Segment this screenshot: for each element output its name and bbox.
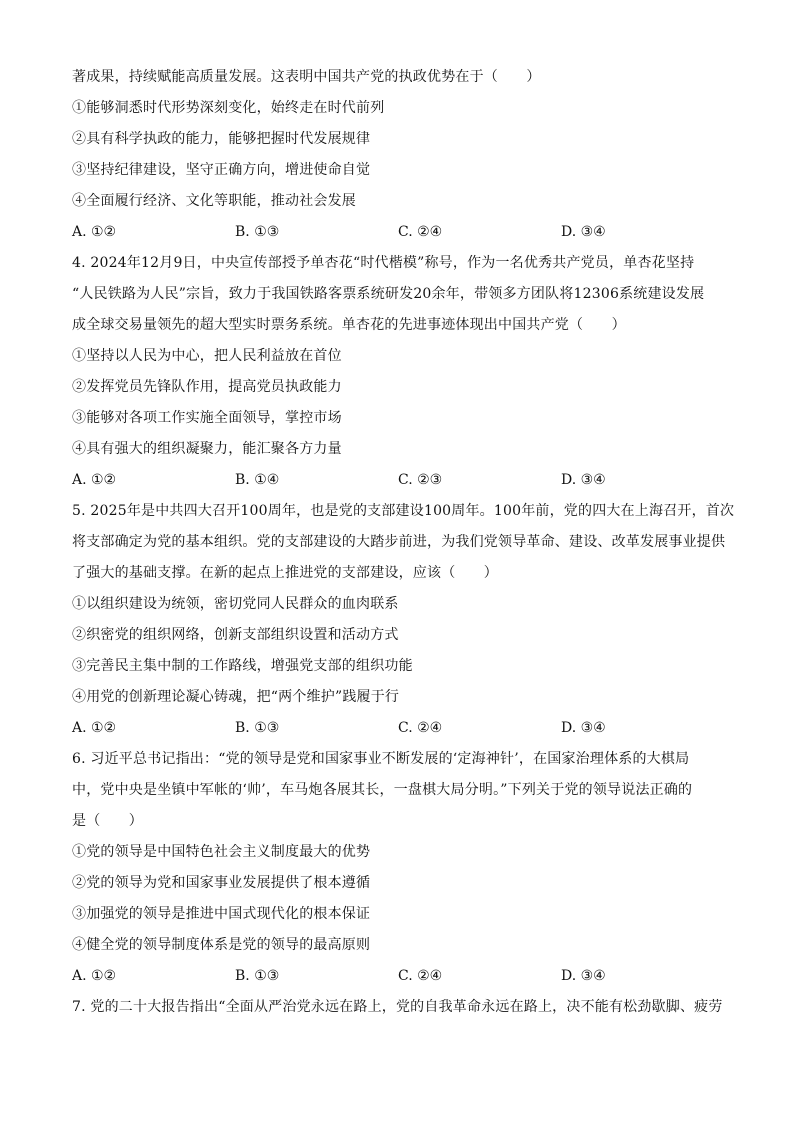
- option-c: C. ②④: [398, 224, 443, 240]
- option-b: B. ①③: [235, 224, 280, 240]
- statement-3: ③加强党的领导是推进中国式现代化的根本保证: [72, 906, 371, 922]
- question-6: [72, 744, 724, 992]
- statement-4: ④用党的创新理论凝心铸魂，把“两个维护”践履于行: [72, 689, 400, 705]
- statement-4: ④全面履行经济、文化等职能，推动社会发展: [72, 193, 356, 209]
- statement-3: ③能够对各项工作实施全面领导，掌控市场: [72, 410, 342, 426]
- option-a: A. ①②: [72, 472, 117, 488]
- answer-options: [72, 465, 724, 496]
- answer-options: [72, 217, 724, 248]
- option-d: D. ③④: [561, 224, 606, 240]
- option-c: C. ②④: [398, 720, 443, 736]
- option-b: B. ①③: [235, 968, 280, 984]
- question-stem-line: 著成果，持续赋能高质量发展。这表明中国共产党的执政优势在于（ ）: [72, 69, 541, 85]
- question-5: [72, 496, 735, 744]
- question-stem-line: 中，党中央是坐镇中军帐的‘帅’，车马炮各展其长，一盘棋大局分明。”下列关于党的领导说法正确的: [72, 782, 693, 798]
- question-stem-line: 6. 习近平总书记指出：“党的领导是党和国家事业不断发展的‘定海神针’，在国家治理体系的大棋局: [72, 751, 690, 767]
- statement-3: ③完善民主集中制的工作路线，增强党支部的组织功能: [72, 658, 413, 674]
- option-d: D. ③④: [561, 472, 606, 488]
- question-stem-line: 成全球交易量领先的超大型实时票务系统。单杏花的先进事迹体现出中国共产党（ ）: [72, 317, 626, 333]
- option-b: B. ①④: [235, 472, 280, 488]
- question-stem-line: 将支部确定为党的基本组织。党的支部建设的大踏步前进，为我们党领导革命、建设、改革发展事业提供: [72, 534, 726, 550]
- statement-2: ②具有科学执政的能力，能够把握时代发展规律: [72, 131, 371, 147]
- statement-4: ④具有强大的组织凝聚力，能汇聚各方力量: [72, 441, 342, 457]
- question-7: [72, 992, 724, 1023]
- statement-1: ①能够洞悉时代形势深刻变化，始终走在时代前列: [72, 100, 385, 116]
- statement-4: ④健全党的领导制度体系是党的领导的最高原则: [72, 937, 371, 953]
- option-d: D. ③④: [561, 968, 606, 984]
- question-4: [72, 248, 724, 496]
- question-stem-line: “人民铁路为人民”宗旨，致力于我国铁路客票系统研发20余年，带领多方团队将12306系统建设发展: [72, 286, 705, 302]
- question-stem-line: 7. 党的二十大报告指出“全面从严治党永远在路上，党的自我革命永远在路上，决不能有松劲歇脚、疲劳: [72, 999, 723, 1015]
- statement-2: ②发挥党员先锋队作用，提高党员执政能力: [72, 379, 342, 395]
- answer-options: [72, 713, 724, 744]
- option-a: A. ①②: [72, 224, 117, 240]
- question-3: [72, 62, 724, 248]
- option-c: C. ②④: [398, 968, 443, 984]
- question-stem-line: 5. 2025年是中共四大召开100周年，也是党的支部建设100周年。100年前，党的四大在上海召开，首次: [72, 503, 735, 519]
- exam-content: [72, 62, 735, 1023]
- option-a: A. ①②: [72, 720, 117, 736]
- statement-1: ①以组织建设为统领，密切党同人民群众的血肉联系: [72, 596, 399, 612]
- statement-2: ②织密党的组织网络，创新支部组织设置和活动方式: [72, 627, 399, 643]
- question-stem-line: 是（ ）: [72, 813, 143, 829]
- option-b: B. ①③: [235, 720, 280, 736]
- question-stem-line: 了强大的基础支撑。在新的起点上推进党的支部建设，应该（ ）: [72, 565, 498, 581]
- statement-1: ①坚持以人民为中心，把人民利益放在首位: [72, 348, 342, 364]
- option-d: D. ③④: [561, 720, 606, 736]
- statement-2: ②党的领导为党和国家事业发展提供了根本遵循: [72, 875, 371, 891]
- option-c: C. ②③: [398, 472, 443, 488]
- answer-options: [72, 961, 724, 992]
- question-stem-line: 4. 2024年12月9日，中央宣传部授予单杏花“时代楷模”称号，作为一名优秀共产党员，单杏花坚持: [72, 255, 695, 271]
- statement-3: ③坚持纪律建设，坚守正确方向，增进使命自觉: [72, 162, 371, 178]
- statement-1: ①党的领导是中国特色社会主义制度最大的优势: [72, 844, 371, 860]
- option-a: A. ①②: [72, 968, 117, 984]
